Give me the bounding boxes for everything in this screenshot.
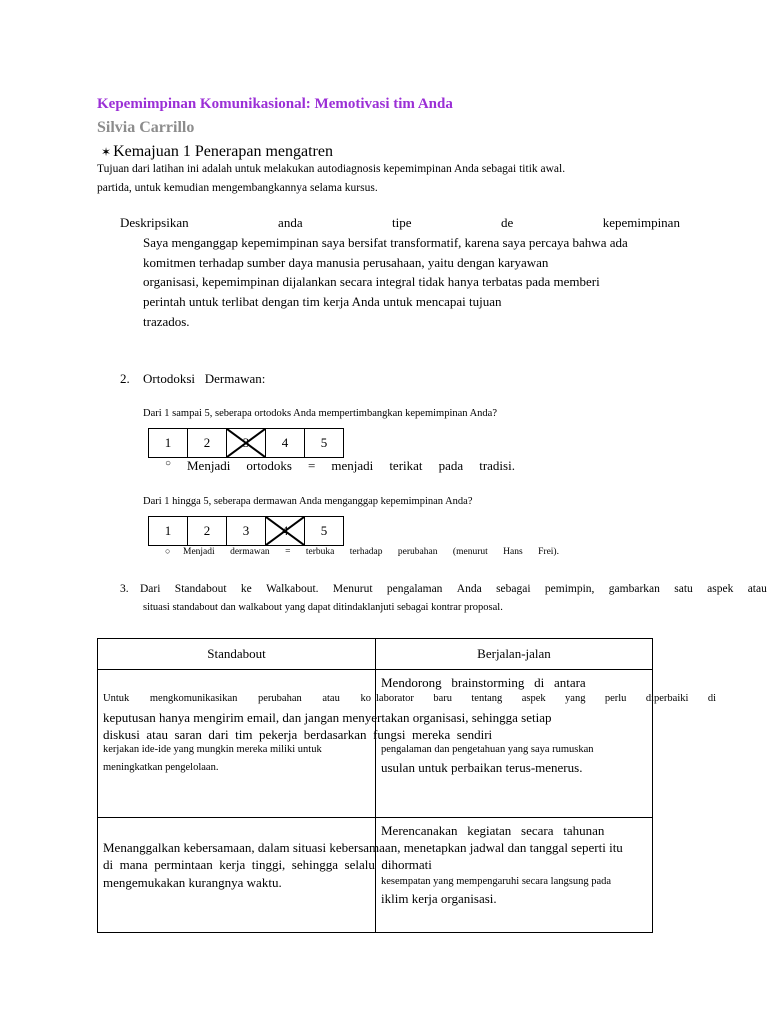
row1-line-d-right: usulan untuk perbaikan terus-menerus. bbox=[381, 760, 583, 775]
header-divider bbox=[98, 669, 652, 670]
column-header-berjalan: Berjalan-jalan bbox=[477, 646, 551, 661]
intro-line-2: partida, untuk kemudian mengembangkannya selama kursus. bbox=[97, 182, 378, 194]
prompt-word: kepemimpinan bbox=[602, 215, 680, 230]
row2-line-c-left: mengemukakan kurangnya waktu. bbox=[103, 875, 282, 890]
scale-option-selected[interactable] bbox=[266, 517, 305, 545]
row2-line-a: Menanggalkan kebersamaan, dalam situasi kebersamaan, menetapkan jadwal dan tanggal seperti itu bbox=[103, 840, 623, 855]
column-header-standabout: Standabout bbox=[207, 646, 266, 661]
prompt-word: de bbox=[500, 215, 514, 230]
row2-line-d-right: iklim kerja organisasi. bbox=[381, 891, 497, 906]
scale-option-selected[interactable] bbox=[227, 429, 266, 457]
document-title: Kepemimpinan Komunikasional: Memotivasi tim Anda bbox=[97, 96, 453, 112]
answer-line-1: Saya menganggap kepemimpinan saya bersifat transformatif, karena saya percaya bahwa ada bbox=[143, 235, 628, 250]
row1-line-d-left: meningkatkan pengelolaan. bbox=[103, 762, 219, 773]
scale-option[interactable]: 4 bbox=[266, 429, 305, 457]
generosity-note: Menjadi dermawan = terbuka terhadap perubahan (menurut Hans Frei). bbox=[183, 547, 559, 557]
bullet-icon: ○ bbox=[165, 546, 171, 556]
section3-prompt: Dari Standabout ke Walkabout. Menurut pengalaman Anda sebagai pemimpin, gambarkan satu aspek atau bbox=[140, 583, 767, 595]
answer-line-2: komitmen terhadap sumber daya manusia perusahaan, yaitu dengan karyawan bbox=[143, 255, 549, 270]
row1-line-c-left: kerjakan ide-ide yang mungkin mereka miliki untuk bbox=[103, 744, 322, 755]
section3-line-2: situasi standabout dan walkabout yang dapat ditindaklanjuti sebagai kontrar proposal. bbox=[143, 602, 503, 613]
intro-line-1: Tujuan dari latihan ini adalah untuk melakukan autodiagnosis kepemimpinan Anda sebagai titik awal. bbox=[97, 163, 566, 175]
row1-line-c-right: pengalaman dan pengetahuan yang saya rumuskan bbox=[381, 744, 594, 755]
bullet-icon: ○ bbox=[165, 458, 172, 469]
author-name: Silvia Carrillo bbox=[97, 119, 195, 136]
row1-mixed-left: Untuk mengkomunikasikan perubahan atau ko bbox=[103, 693, 371, 704]
answer-line-3: organisasi, kepemimpinan dijalankan secara integral tidak hanya terbatas pada memberi bbox=[143, 274, 600, 289]
question-orthodoxy: Dari 1 sampai 5, seberapa ortodoks Anda mempertimbangkan kepemimpinan Anda? bbox=[143, 408, 497, 419]
scale-option[interactable]: 2 bbox=[188, 517, 227, 545]
scale-option[interactable]: 3 bbox=[227, 517, 266, 545]
cross-mark-icon bbox=[227, 429, 265, 457]
scale-option[interactable]: 5 bbox=[320, 523, 328, 538]
cross-mark-icon bbox=[266, 517, 304, 545]
scale-option[interactable]: 5 bbox=[320, 435, 328, 450]
row1-line-b: diskusi atau saran dari tim pekerja berdasarkan fungsi mereka sendiri bbox=[103, 727, 493, 742]
prompt-word: anda bbox=[278, 215, 303, 230]
orthodoxy-scale bbox=[148, 428, 344, 458]
scale-option[interactable]: 1 bbox=[149, 429, 188, 457]
section-heading bbox=[101, 143, 333, 161]
row1-line-a: keputusan hanya mengirim email, dan jangan menyertakan organisasi, sehingga setiap bbox=[103, 710, 552, 725]
answer-line-4: perintah untuk terlibat dengan tim kerja Anda untuk mencapai tujuan bbox=[143, 294, 502, 309]
section-heading-text: Kemajuan 1 Penerapan mengatren bbox=[113, 143, 333, 160]
prompt-word: Deskripsikan bbox=[120, 215, 189, 230]
section2-number: 2. bbox=[120, 371, 130, 386]
star-icon: ✶ bbox=[101, 145, 112, 159]
row1-right-line-1: Mendorong brainstorming di antara bbox=[381, 675, 586, 690]
orthodoxy-note: Menjadi ortodoks = menjadi terikat pada tradisi. bbox=[187, 458, 515, 473]
prompt-word: tipe bbox=[392, 215, 412, 230]
answer-line-5: trazados. bbox=[143, 314, 190, 329]
row2-line-b: di mana permintaan kerja tinggi, sehingga selalu dihormati bbox=[103, 857, 432, 872]
column-divider bbox=[375, 639, 376, 932]
row1-mixed-right: laborator baru tentang aspek yang perlu diperbaiki di bbox=[376, 693, 716, 704]
section1-prompt bbox=[120, 215, 680, 231]
row2-line-c-right: kesempatan yang mempengaruhi secara langsung pada bbox=[381, 876, 612, 887]
scale-option[interactable]: 1 bbox=[149, 517, 188, 545]
generosity-scale bbox=[148, 516, 344, 546]
row-divider bbox=[98, 817, 652, 818]
section3-number: 3. bbox=[120, 583, 129, 595]
question-generosity: Dari 1 hingga 5, seberapa dermawan Anda menganggap kepemimpinan Anda? bbox=[143, 496, 473, 507]
row2-right-line-1: Merencanakan kegiatan secara tahunan bbox=[381, 823, 605, 838]
scale-option[interactable]: 2 bbox=[188, 429, 227, 457]
section2-title: Ortodoksi Dermawan: bbox=[143, 371, 266, 386]
